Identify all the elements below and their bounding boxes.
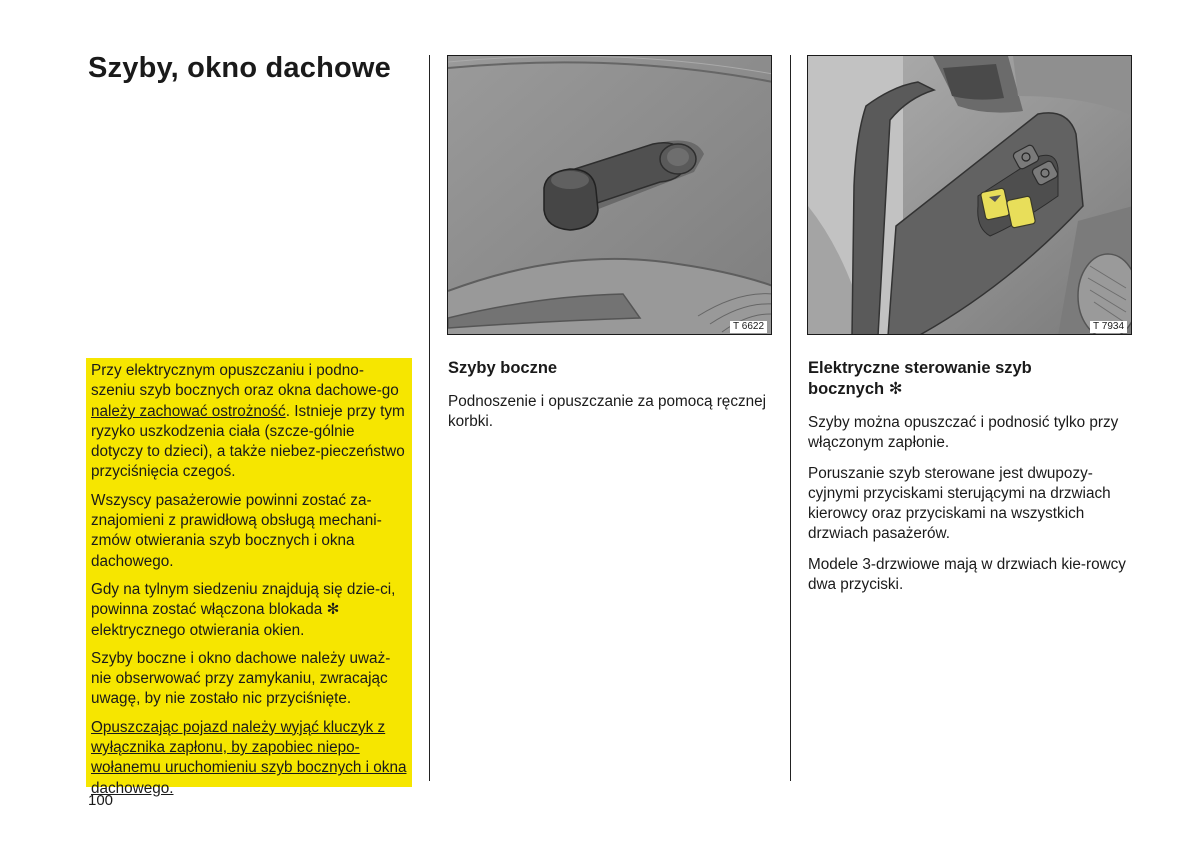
page-title: Szyby, okno dachowe — [88, 52, 391, 84]
warning-emphasis: należy zachować ostrożność — [91, 402, 286, 420]
warning-paragraph-4: Szyby boczne i okno dachowe należy uważ-nie obserwować przy zamykaniu, zwracając uwagę, by nie zostało nic przyciśnięte. — [91, 649, 391, 708]
asterisk-symbol-icon: ✻ — [888, 380, 903, 398]
warning-paragraph-2: Wszyscy pasażerowie powinni zostać za-znajomieni z prawidłową obsługą mechani-zmów otwierania szyb bocznych i okna dachowego. — [91, 491, 382, 570]
figure-label: T 7934 — [1090, 321, 1127, 333]
section-heading: Szyby boczne — [448, 359, 558, 377]
window-switch-illustration — [807, 55, 1132, 335]
column-divider-left — [429, 55, 430, 781]
warning-paragraph-1: Przy elektrycznym opuszczaniu i podno-szeniu szyb bocznych oraz okna dachowe-go należy zachować ostrożność. Istnieje przy tym ryzyko uszkodzenia ciała (szcze-gólnie dotyczy to dzieci), a także niebez-pieczeństwo przyciśnięcia czegoś. — [91, 362, 405, 481]
column-divider-right — [790, 55, 791, 781]
warning-paragraph-5: Opuszczając pojazd należy wyjąć kluczyk z wyłącznika zapłonu, by zapobiec niepo-wołanemu uruchomieniu szyb bocznych i okna dachowego. — [91, 718, 407, 797]
section-paragraph: Poruszanie szyb sterowane jest dwupozy-cyjnymi przyciskami sterującymi na drzwiach kierowcy oraz przyciskami na wszystkich drzwiach pasażerów. — [808, 464, 1111, 543]
warning-box — [86, 358, 412, 797]
section-paragraph: Szyby można opuszczać i podnosić tylko przy włączonym zapłonie. — [808, 414, 1119, 452]
section-manual-windows — [448, 358, 768, 443]
warning-paragraph-3: Gdy na tylnym siedzeniu znajdują się dzie-ci, powinna zostać włączona blokada ✻ elektrycznego otwierania okien. — [91, 580, 396, 639]
window-crank-illustration — [447, 55, 772, 335]
page-number: 100 — [88, 792, 114, 809]
asterisk-symbol-icon: ✻ — [326, 601, 340, 619]
figure-label: T 6622 — [730, 321, 767, 333]
section-paragraph: Podnoszenie i opuszczanie za pomocą ręcznej korbki. — [448, 393, 767, 431]
section-electric-windows — [808, 358, 1128, 605]
section-paragraph: Modele 3-drzwiowe mają w drzwiach kie-rowcy dwa przyciski. — [808, 555, 1126, 594]
section-heading: Elektryczne sterowanie szyb bocznych ✻ — [808, 359, 1032, 398]
